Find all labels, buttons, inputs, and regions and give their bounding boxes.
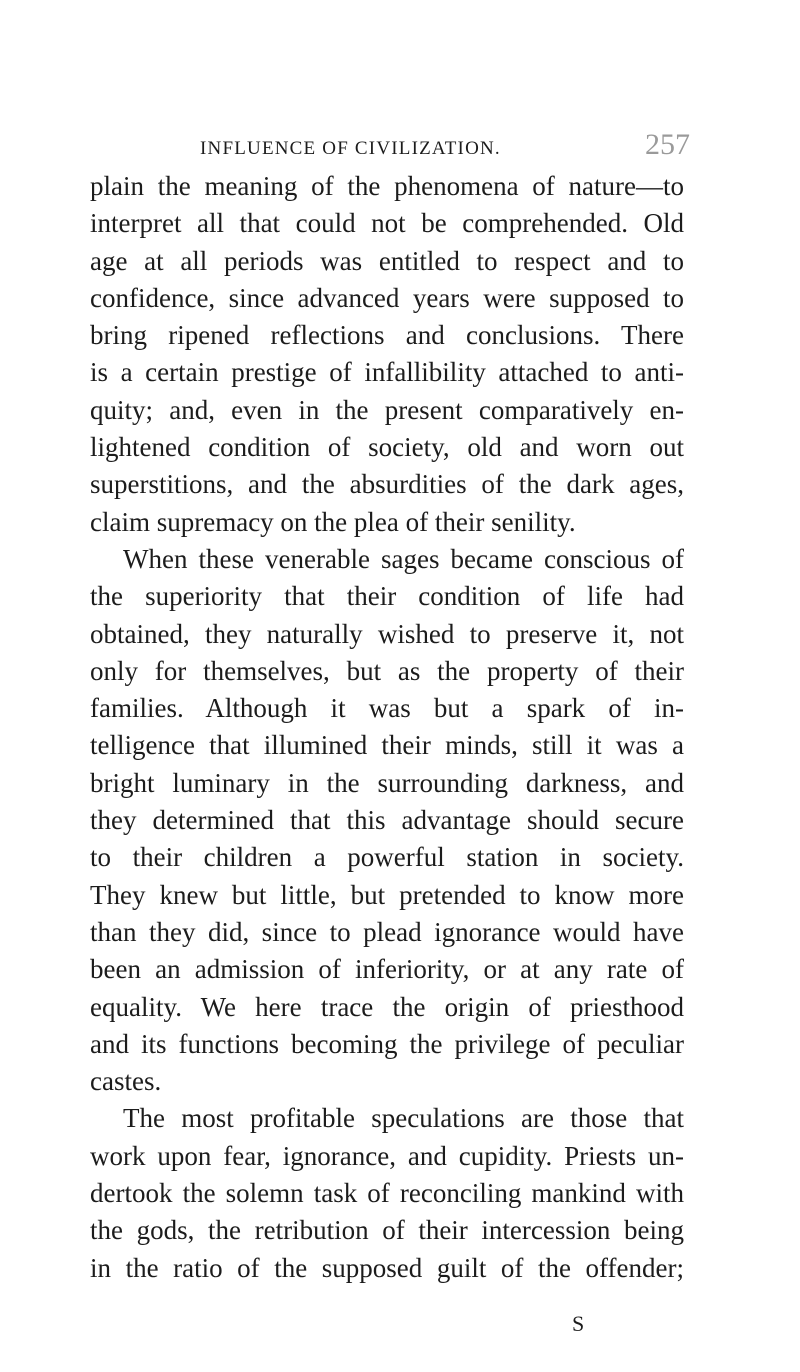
text-line: quity; and, even in the present comparatively en- xyxy=(90,394,684,425)
text-line: the superiority that their condition of life had xyxy=(90,581,684,612)
text-line: confidence, since advanced years were supposed to xyxy=(90,282,684,313)
page-number: 257 xyxy=(645,128,690,161)
text-line: obtained, they naturally wished to preserve it, not xyxy=(90,618,684,649)
text-line: families. Although it was but a spark of in- xyxy=(90,693,684,724)
text-line: lightened condition of society, old and worn out xyxy=(90,432,684,463)
text-line: The most profitable speculations are those that xyxy=(123,1103,684,1134)
running-title: INFLUENCE OF CIVILIZATION. xyxy=(200,138,501,159)
text-line: age at all periods was entitled to respect and to xyxy=(90,245,684,276)
text-line: than they did, since to plead ignorance would have xyxy=(90,916,684,947)
signature-mark: S xyxy=(572,1311,586,1336)
text-line: only for themselves, but as the property of their xyxy=(90,655,684,686)
text-line: been an admission of inferiority, or at any rate of xyxy=(90,954,684,985)
text-line: is a certain prestige of infallibility attached to anti- xyxy=(90,357,684,388)
text-line: and its functions becoming the privilege of peculiar xyxy=(90,1028,684,1059)
text-line: superstitions, and the absurdities of the dark ages, xyxy=(90,469,684,500)
text-line: to their children a powerful station in society. xyxy=(90,842,684,873)
text-line: bring ripened reflections and conclusions. There xyxy=(90,320,684,351)
text-line: they determined that this advantage should secure xyxy=(90,805,684,836)
text-line: the gods, the retribution of their intercession being xyxy=(90,1215,684,1246)
text-line: telligence that illumined their minds, still it was a xyxy=(90,730,684,761)
text-line: interpret all that could not be comprehended. Old xyxy=(90,208,684,239)
body-text xyxy=(90,168,684,1287)
text-line: work upon fear, ignorance, and cupidity. Priests un- xyxy=(90,1140,684,1171)
running-head xyxy=(200,128,690,168)
text-line: plain the meaning of the phenomena of nature—to xyxy=(90,171,684,201)
text-line: bright luminary in the surrounding darkness, and xyxy=(90,767,684,798)
text-line: castes. xyxy=(90,1066,162,1097)
text-line: They knew but little, but pretended to know more xyxy=(90,879,684,910)
text-line: equality. We here trace the origin of priesthood xyxy=(90,991,684,1022)
text-line: in the ratio of the supposed guilt of the offender; xyxy=(90,1252,684,1283)
text-line: claim supremacy on the plea of their senility. xyxy=(90,506,576,537)
text-line: dertook the solemn task of reconciling mankind with xyxy=(90,1178,684,1209)
text-line: When these venerable sages became conscious of xyxy=(123,543,684,574)
